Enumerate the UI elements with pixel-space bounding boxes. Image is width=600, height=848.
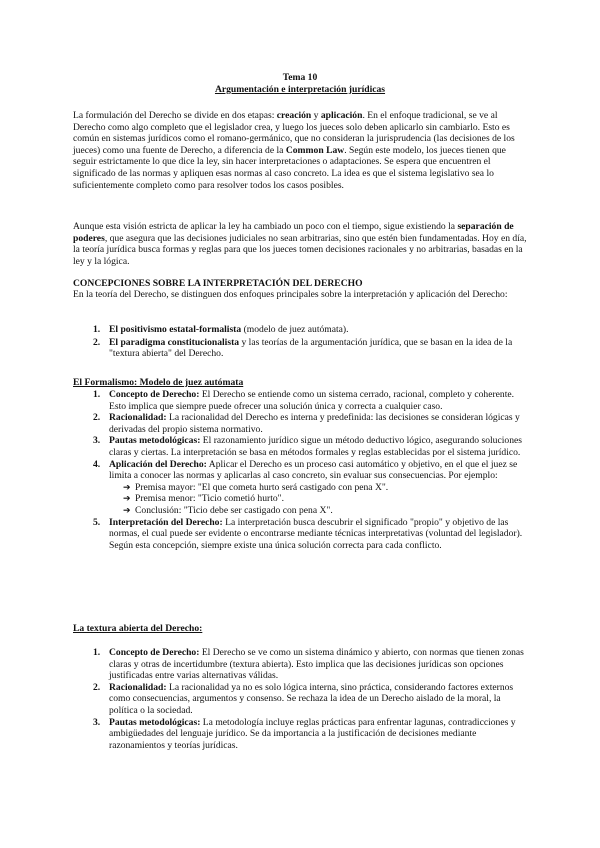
- topic-title: Tema 10: [282, 72, 318, 83]
- item-number: 1.: [93, 324, 101, 335]
- intro-text: La formulación del Derecho se divide en dos etapas:: [73, 110, 277, 121]
- intro-paragraph-2: [73, 221, 528, 267]
- intro-text: . En el enfoque tradicional, se ve al Derecho como algo completo que el legislador crea, y luego los jueces solo deben aplicarlo sin cambiarlo. Esto es común en sistemas jurídicos como el romano-germánico, que no consideran la jurisprudencia (las decisiones de los jueces) como una fuente de Derecho, a diferencia de la: [73, 110, 515, 156]
- list-item: [73, 435, 528, 458]
- item-text: El Derecho se entiende como un sistema cerrado, racional, completo y coherente. Esto implica que siempre puede ofrecer una solución única y correcta a cualquier caso.: [109, 389, 515, 412]
- example-text: Conclusión: "Ticio debe ser castigado con pena X".: [135, 504, 333, 516]
- item-number: 2.: [93, 681, 101, 693]
- item-text: La interpretación busca descubrir el significado "propio" y objetivo de las normas, el cual puede ser evidente o encontrarse mediante técnicas interpretativas (voluntad del legislador). Según esta concepción, siempre existe una única solución correcta para cada conflicto.: [109, 516, 523, 551]
- arrow-icon: ➔: [123, 493, 131, 504]
- item-number: 4.: [93, 458, 101, 470]
- item-text: El razonamiento jurídico sigue un método deductivo lógico, asegurando soluciones claras y ciertas. La interpretación se basa en métodos formales y reglas establecidas por el sistema jurídico.: [109, 435, 522, 458]
- list-item: [73, 682, 528, 717]
- formalism-heading: El Formalismo: Modelo de juez autómata: [73, 377, 244, 388]
- list-item: [73, 647, 528, 682]
- item-text: La racionalidad del Derecho es interna y predefinida: las decisiones se consideran lógicas y derivadas del propio sistema normativo.: [109, 412, 520, 435]
- list-item: [73, 517, 528, 552]
- list-item: [73, 324, 528, 336]
- item-text: (modelo de juez autómata).: [241, 324, 349, 335]
- intro-text: . Según este modelo, los jueces tienen que seguir estrictamente lo que dice la ley, sin hacer interpretaciones o adaptaciones. Se espera que encuentren el significado de las normas y apliquen esas normas al caso concreto. La idea es que el sistema legislativo sea lo suficientemente completo como para resolver todos los casos posibles.: [73, 144, 506, 191]
- item-title: Pautas metodológicas:: [109, 716, 201, 728]
- document-subtitle: Argumentación e interpretación jurídicas: [214, 84, 386, 95]
- item-text: y las teorías de la argumentación jurídica, que se basan en la idea de la "textura abierta" del Derecho.: [109, 336, 513, 360]
- list-item: [73, 717, 528, 752]
- example-item: [73, 482, 528, 494]
- item-title: Racionalidad:: [109, 412, 167, 424]
- list-item: [73, 337, 528, 360]
- arrow-icon: ➔: [123, 481, 131, 492]
- arrow-icon: ➔: [123, 504, 131, 515]
- intro-paragraph-1: [73, 110, 528, 191]
- intro-text: y: [311, 110, 321, 121]
- term-common-law: Common Law: [285, 144, 345, 156]
- example-text: Premisa menor: "Ticio cometió hurto".: [135, 493, 284, 505]
- term-separacion-poderes: separación de poderes: [73, 221, 514, 244]
- item-title: Concepto de Derecho:: [109, 389, 200, 400]
- term-creacion: creación: [276, 110, 312, 121]
- conceptions-list: [73, 324, 528, 360]
- item-number: 2.: [93, 412, 101, 424]
- item-text: La metodología incluye reglas prácticas para enfrentar lagunas, contradicciones y ambigüedades del lenguaje jurídico. Se da importancia a la justificación de decisiones mediante razonamientos y teorías jurídicas.: [109, 716, 516, 751]
- example-item: [73, 493, 528, 505]
- item-number: 5.: [93, 516, 101, 528]
- item-title: El positivismo estatal-formalista: [109, 324, 242, 335]
- formalism-list: [73, 389, 528, 551]
- open-texture-heading: La textura abierta del Derecho:: [73, 623, 203, 634]
- open-texture-list: [73, 647, 528, 751]
- item-number: 3.: [93, 435, 101, 447]
- term-aplicacion: aplicación: [320, 110, 363, 121]
- conceptions-heading: CONCEPCIONES SOBRE LA INTERPRETACIÓN DEL DERECHO: [73, 278, 363, 289]
- item-number: 1.: [93, 389, 101, 400]
- item-text: El Derecho se ve como un sistema dinámico y abierto, con normas que tienen zonas claras y otras de incertidumbre (textura abierta). Esto implica que las decisiones jurídicas son opciones justificadas entre varias alternativas válidas.: [109, 647, 524, 682]
- list-item: [73, 459, 528, 482]
- example-text: Premisa mayor: "El que cometa hurto será castigado con pena X".: [135, 481, 389, 493]
- example-item: [73, 505, 528, 517]
- intro-text: Aunque esta visión estricta de aplicar la ley ha cambiado un poco con el tiempo, sigue existiendo la: [73, 221, 458, 232]
- conceptions-intro: En la teoría del Derecho, se distinguen dos enfoques principales sobre la interpretación y aplicación del Derecho:: [73, 289, 508, 300]
- item-text: Aplicar el Derecho es un proceso casi automático y objetivo, en el que el juez se limita a conocer las normas y aplicarlas al caso concreto, sin evaluar sus consecuencias. Por ejemplo:: [109, 458, 518, 482]
- item-text: La racionalidad ya no es solo lógica interna, sino práctica, considerando factores externos como consecuencias, argumentos y consenso. Se rechaza la idea de un Derecho aislado de la moral, la política o la sociedad.: [109, 681, 514, 716]
- item-number: 1.: [93, 647, 101, 658]
- item-title: El paradigma constitucionalista: [109, 336, 240, 348]
- item-number: 3.: [93, 716, 101, 728]
- intro-text: , que asegura que las decisiones judiciales no sean arbitrarias, sino que estén bien fundamentadas. Hoy en día, la teoría jurídica busca formas y reglas para que los jueces tomen decisiones racionales y no arbitrarias, basadas en la ley y la lógica.: [73, 232, 527, 267]
- item-title: Racionalidad:: [109, 681, 167, 693]
- item-title: Pautas metodológicas:: [109, 435, 201, 447]
- item-title: Aplicación del Derecho:: [109, 458, 207, 470]
- item-number: 2.: [93, 336, 101, 348]
- item-title: Interpretación del Derecho:: [109, 516, 223, 528]
- list-item: [73, 389, 528, 412]
- item-title: Concepto de Derecho:: [109, 647, 200, 658]
- list-item: [73, 412, 528, 435]
